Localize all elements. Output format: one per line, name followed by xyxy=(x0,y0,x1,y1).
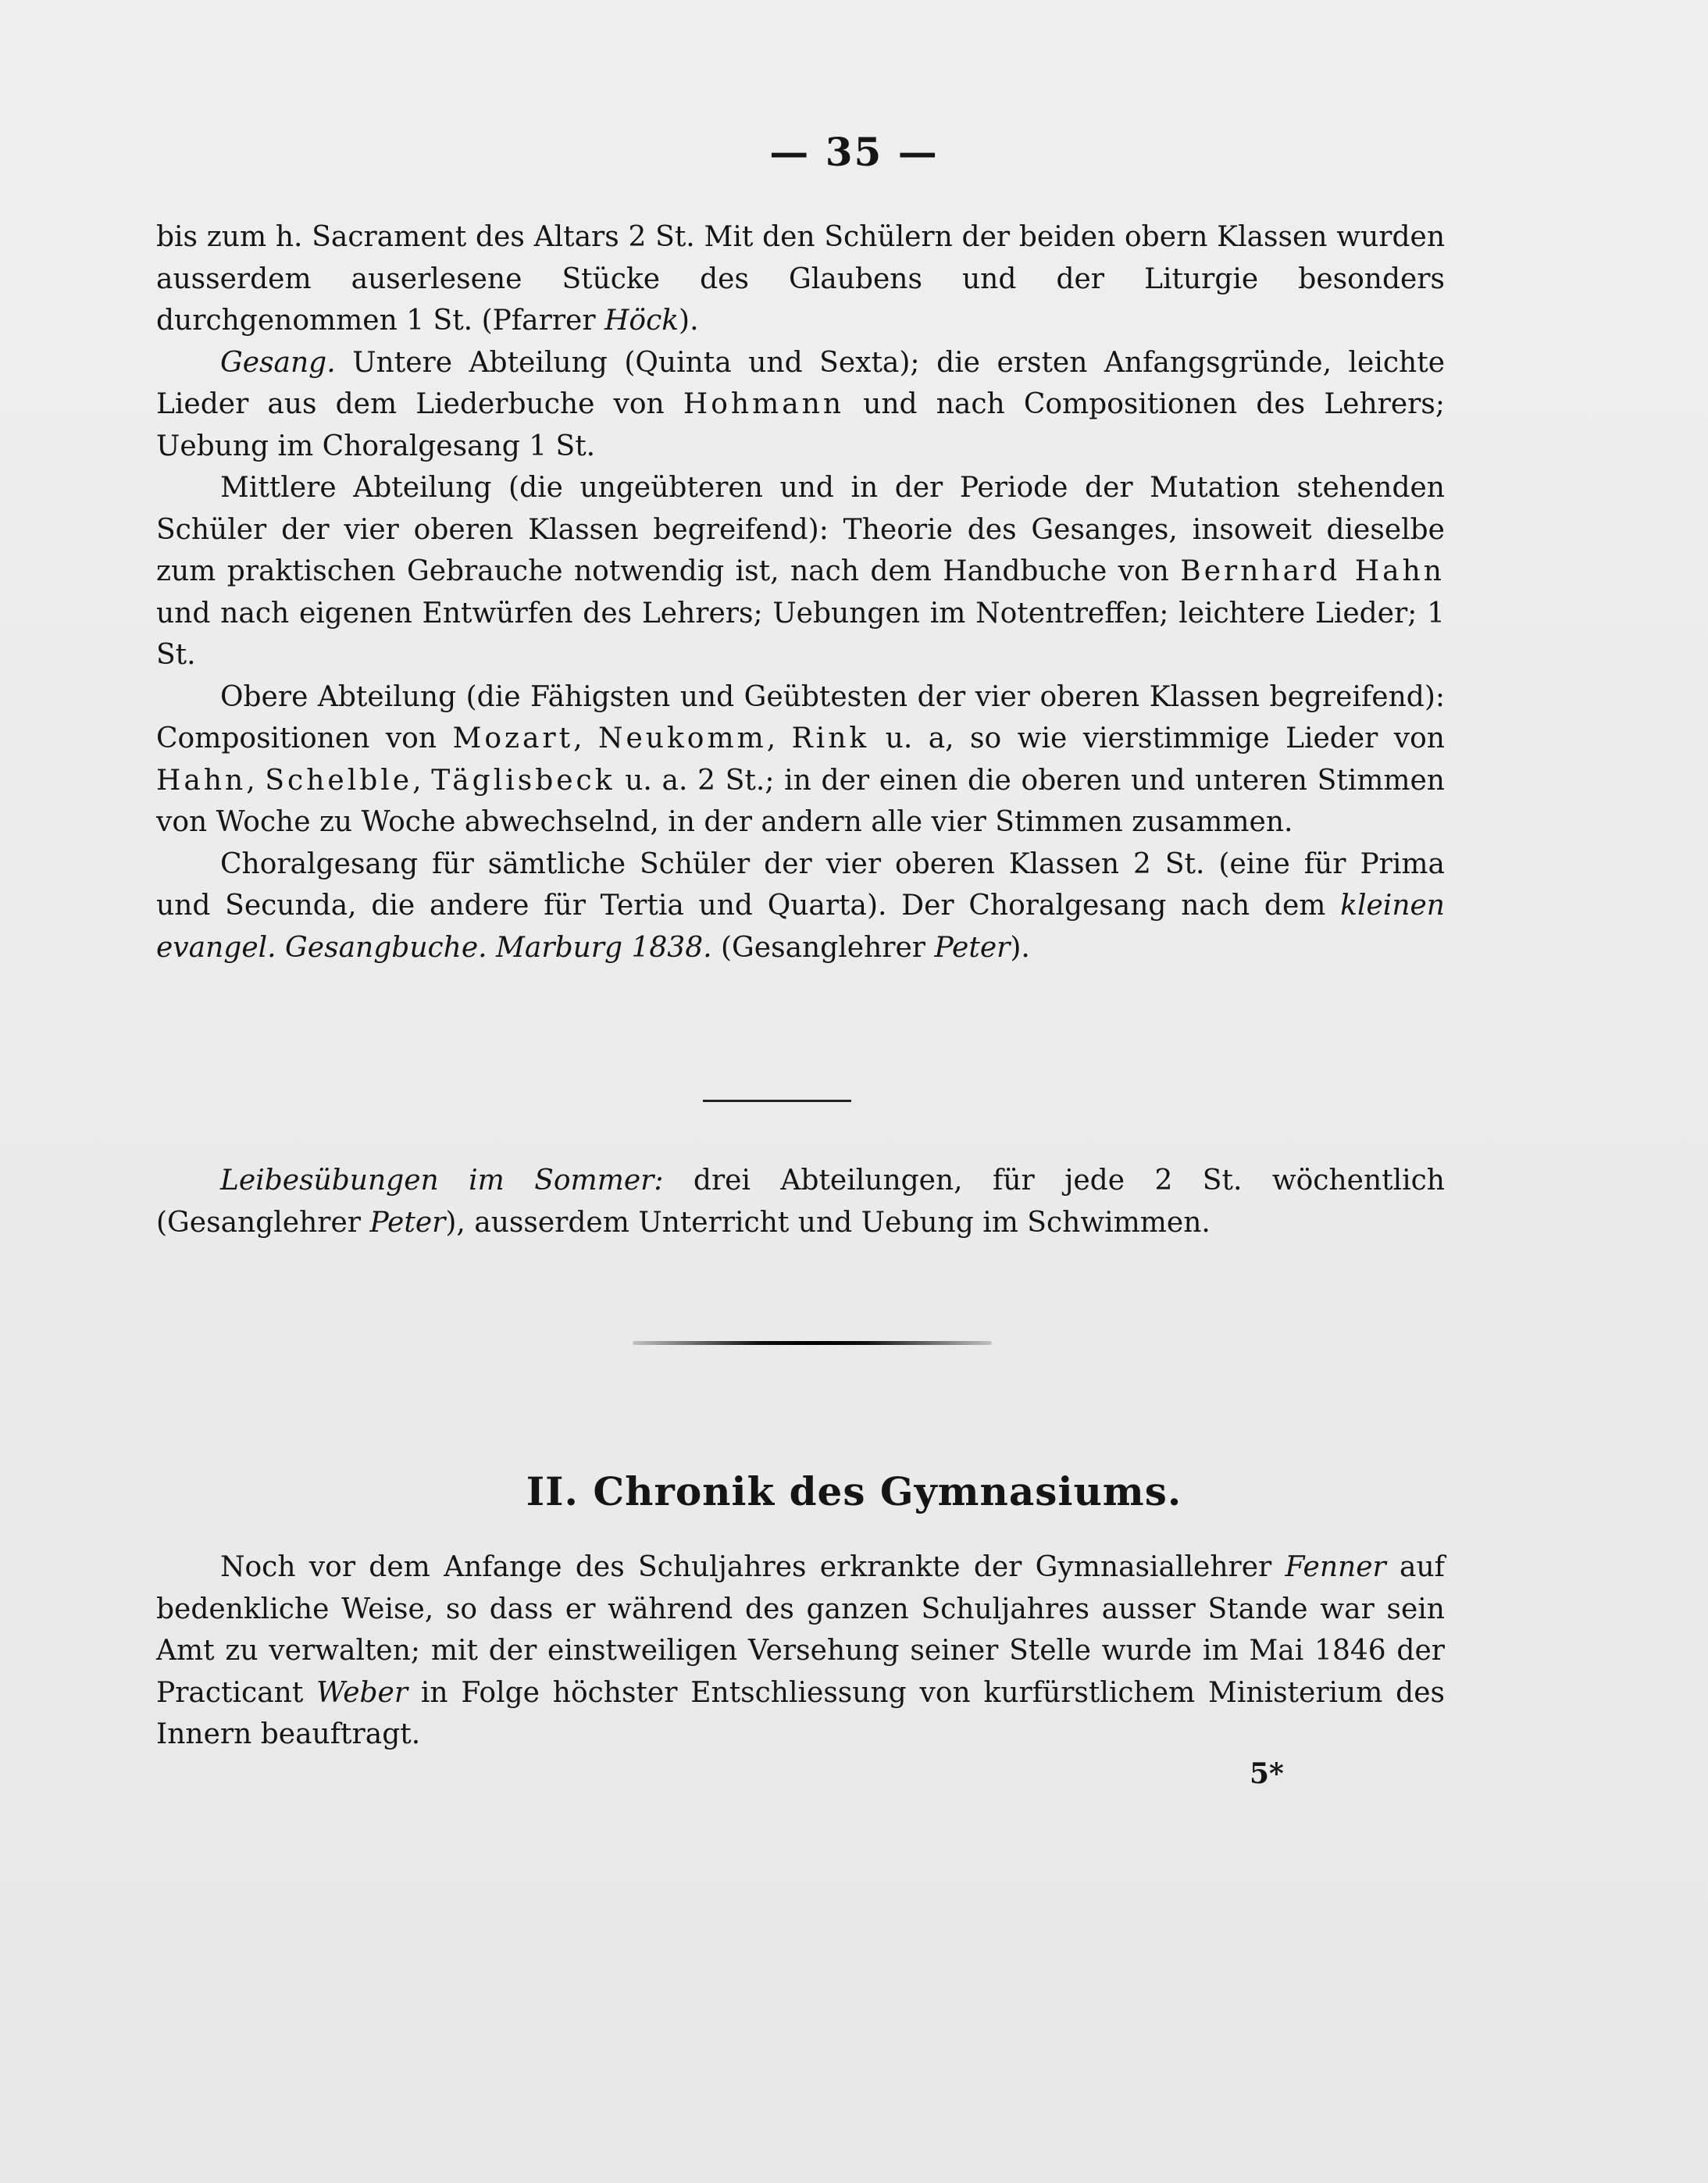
name-hoeck: Höck xyxy=(604,305,679,337)
name-weber: Weber xyxy=(316,1676,408,1709)
paragraph-choralgesang: Choralgesang für sämtliche Schüler der vier oberen Klassen 2 St. (eine für Prima und Secunda, die andere für Tertia und Quarta). Der Choralgesang nach dem kleinen evangel. Gesangbuche. Marburg 1838. (Gesanglehrer Peter). xyxy=(156,847,1445,964)
signature-mark: 5* xyxy=(1250,1757,1284,1790)
separator-long xyxy=(633,1341,992,1345)
paragraph-gesang-mittlere: Mittlere Abteilung (die ungeübteren und in der Periode der Mutation stehenden Schüler der vier oberen Klassen begreifend): Theorie des Gesanges, insoweit dieselbe zum praktischen Gebrauche notwendig ist, nach dem Handbuche von Bernhard Hahn und nach eigenen Entwürfen des Lehrers; Uebungen im Notentreffen; leichtere Lieder; 1 St. xyxy=(156,472,1445,671)
paragraph-gesang-obere: Obere Abteilung (die Fähigsten und Geübtesten der vier oberen Klassen begreifend): Compositionen von Mozart, Neukomm, Rink u. a, so wie vierstimmige Lieder von Hahn, Schelble, Täglisbeck u. a. 2 St.; in der einen die oberen und unteren Stimmen von Woche zu Woche abwechselnd, in der andern alle vier Stimmen zusammen. xyxy=(156,680,1445,838)
text-block-leibesuebungen xyxy=(156,1160,1445,1243)
text-block-chronik xyxy=(156,1546,1445,1756)
name-peter: Peter xyxy=(934,931,1011,964)
name-taeglisbeck: Täglisbeck xyxy=(431,764,615,797)
name-bernhard-hahn: Bernhard Hahn xyxy=(1180,555,1445,587)
source-gesangbuch: kleinen evangel. Gesangbuche. Marburg 1838. xyxy=(156,890,1445,964)
paragraph-chronik: Noch vor dem Anfange des Schuljahres erkrankte der Gymnasiallehrer Fenner auf bedenkliche Weise, so dass er während des ganzen Schuljahres ausser Stande war sein Amt zu verwalten; mit der einstweiligen Versehung seiner Stelle wurde im Mai 1846 der Practicant Weber in Folge höchster Entschliessung von kurfürstlichem Ministerium des Innern beauftragt. xyxy=(156,1551,1446,1750)
name-rink: Rink xyxy=(791,722,870,754)
name-fenner: Fenner xyxy=(1285,1551,1386,1583)
name-hohmann: Hohmann xyxy=(683,388,845,420)
page-number: — 35 — xyxy=(769,129,939,175)
name-hahn: Hahn xyxy=(156,764,247,797)
section-heading: II. Chronik des Gymnasiums. xyxy=(526,1468,1182,1514)
separator-short xyxy=(703,1100,851,1102)
paragraph-religion: bis zum h. Sacrament des Altars 2 St. Mit den Schülern der beiden obern Klassen wurden ausserdem auserlesene Stücke des Glaubens und der Liturgie besonders durchgenommen 1 St. (Pfarrer Höck). xyxy=(156,221,1445,337)
paragraph-gesang-untere: Gesang. Untere Abteilung (Quinta und Sexta); die ersten Anfangsgründe, leichte Lieder aus dem Liederbuche von Hohmann und nach Compositionen des Lehrers; Uebung im Choralgesang 1 St. xyxy=(156,346,1445,462)
name-mozart: Mozart xyxy=(452,722,574,754)
paragraph-leibesuebungen: Leibesübungen im Sommer: drei Abteilungen, für jede 2 St. wöchentlich (Gesanglehrer Peter), ausserdem Unterricht und Uebung im Schwimmen. xyxy=(156,1165,1445,1239)
label-leibesuebungen: Leibesübungen im Sommer: xyxy=(220,1165,664,1197)
name-schelble: Schelble xyxy=(265,764,413,797)
text-block-religion-gesang xyxy=(156,216,1445,968)
label-gesang: Gesang. xyxy=(220,346,336,379)
name-neukomm: Neukomm xyxy=(597,722,767,754)
name-peter-2: Peter xyxy=(369,1206,446,1239)
